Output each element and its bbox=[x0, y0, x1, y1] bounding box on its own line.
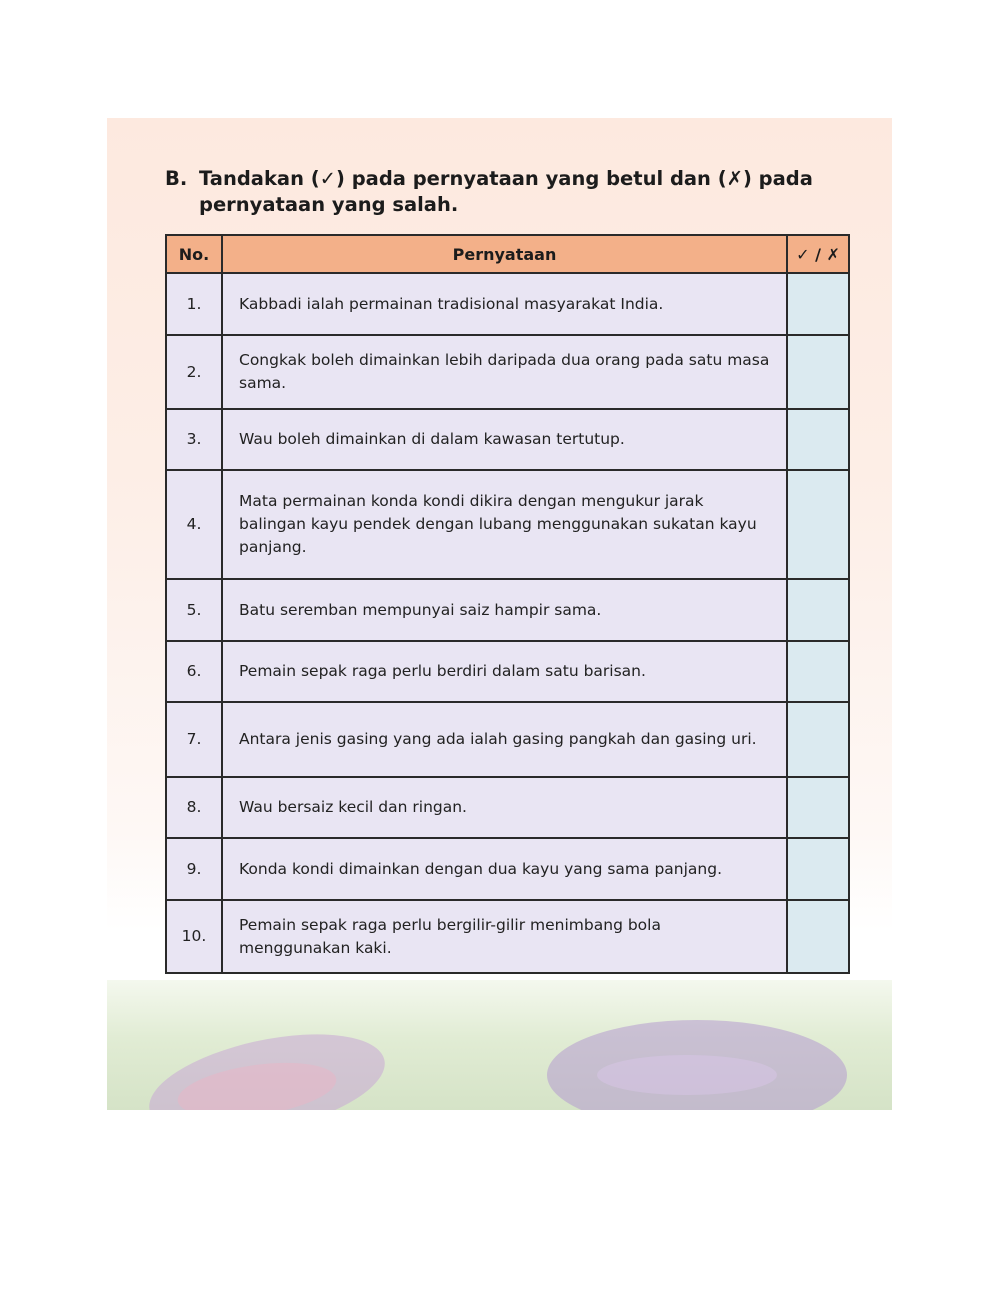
answer-cell[interactable] bbox=[787, 838, 849, 900]
row-number: 3. bbox=[166, 409, 222, 470]
row-statement: Mata permainan konda kondi dikira dengan mengukur jarak balingan kayu pendek dengan lubang menggunakan sukatan kayu panjang. bbox=[222, 470, 787, 579]
row-statement: Antara jenis gasing yang ada ialah gasing pangkah dan gasing uri. bbox=[222, 702, 787, 777]
table-row bbox=[166, 900, 849, 973]
answer-cell[interactable] bbox=[787, 579, 849, 641]
row-statement: Kabbadi ialah permainan tradisional masyarakat India. bbox=[222, 273, 787, 335]
table-row bbox=[166, 641, 849, 702]
column-header-mark: ✓ / ✗ bbox=[787, 235, 849, 273]
answer-cell[interactable] bbox=[787, 409, 849, 470]
worksheet-page bbox=[107, 118, 892, 1110]
row-number: 5. bbox=[166, 579, 222, 641]
statements-table bbox=[165, 234, 850, 974]
row-statement: Batu seremban mempunyai saiz hampir sama. bbox=[222, 579, 787, 641]
table-row bbox=[166, 777, 849, 838]
table-header-row bbox=[166, 235, 849, 273]
row-number: 8. bbox=[166, 777, 222, 838]
answer-cell[interactable] bbox=[787, 702, 849, 777]
row-number: 1. bbox=[166, 273, 222, 335]
decorative-footer-illustration bbox=[107, 980, 892, 1110]
row-statement: Wau boleh dimainkan di dalam kawasan tertutup. bbox=[222, 409, 787, 470]
answer-cell[interactable] bbox=[787, 335, 849, 409]
row-number: 6. bbox=[166, 641, 222, 702]
answer-cell[interactable] bbox=[787, 273, 849, 335]
row-statement: Congkak boleh dimainkan lebih daripada dua orang pada satu masa sama. bbox=[222, 335, 787, 409]
table-row bbox=[166, 409, 849, 470]
table-row bbox=[166, 838, 849, 900]
row-statement: Wau bersaiz kecil dan ringan. bbox=[222, 777, 787, 838]
row-number: 4. bbox=[166, 470, 222, 579]
row-statement: Konda kondi dimainkan dengan dua kayu yang sama panjang. bbox=[222, 838, 787, 900]
decor-shape bbox=[597, 1055, 777, 1095]
column-header-number: No. bbox=[166, 235, 222, 273]
answer-cell[interactable] bbox=[787, 641, 849, 702]
row-number: 10. bbox=[166, 900, 222, 973]
answer-cell[interactable] bbox=[787, 900, 849, 973]
row-statement: Pemain sepak raga perlu bergilir-gilir menimbang bola menggunakan kaki. bbox=[222, 900, 787, 973]
answer-cell[interactable] bbox=[787, 777, 849, 838]
column-header-statement: Pernyataan bbox=[222, 235, 787, 273]
table-row bbox=[166, 702, 849, 777]
exercise-letter: B. bbox=[165, 167, 188, 190]
table-row bbox=[166, 335, 849, 409]
row-number: 7. bbox=[166, 702, 222, 777]
answer-cell[interactable] bbox=[787, 470, 849, 579]
exercise-instruction bbox=[165, 166, 815, 218]
row-statement: Pemain sepak raga perlu berdiri dalam satu barisan. bbox=[222, 641, 787, 702]
row-number: 2. bbox=[166, 335, 222, 409]
table-row bbox=[166, 579, 849, 641]
table-row bbox=[166, 470, 849, 579]
row-number: 9. bbox=[166, 838, 222, 900]
table-row bbox=[166, 273, 849, 335]
instruction-text: Tandakan (✓) pada pernyataan yang betul dan (✗) pada pernyataan yang salah. bbox=[199, 167, 813, 216]
